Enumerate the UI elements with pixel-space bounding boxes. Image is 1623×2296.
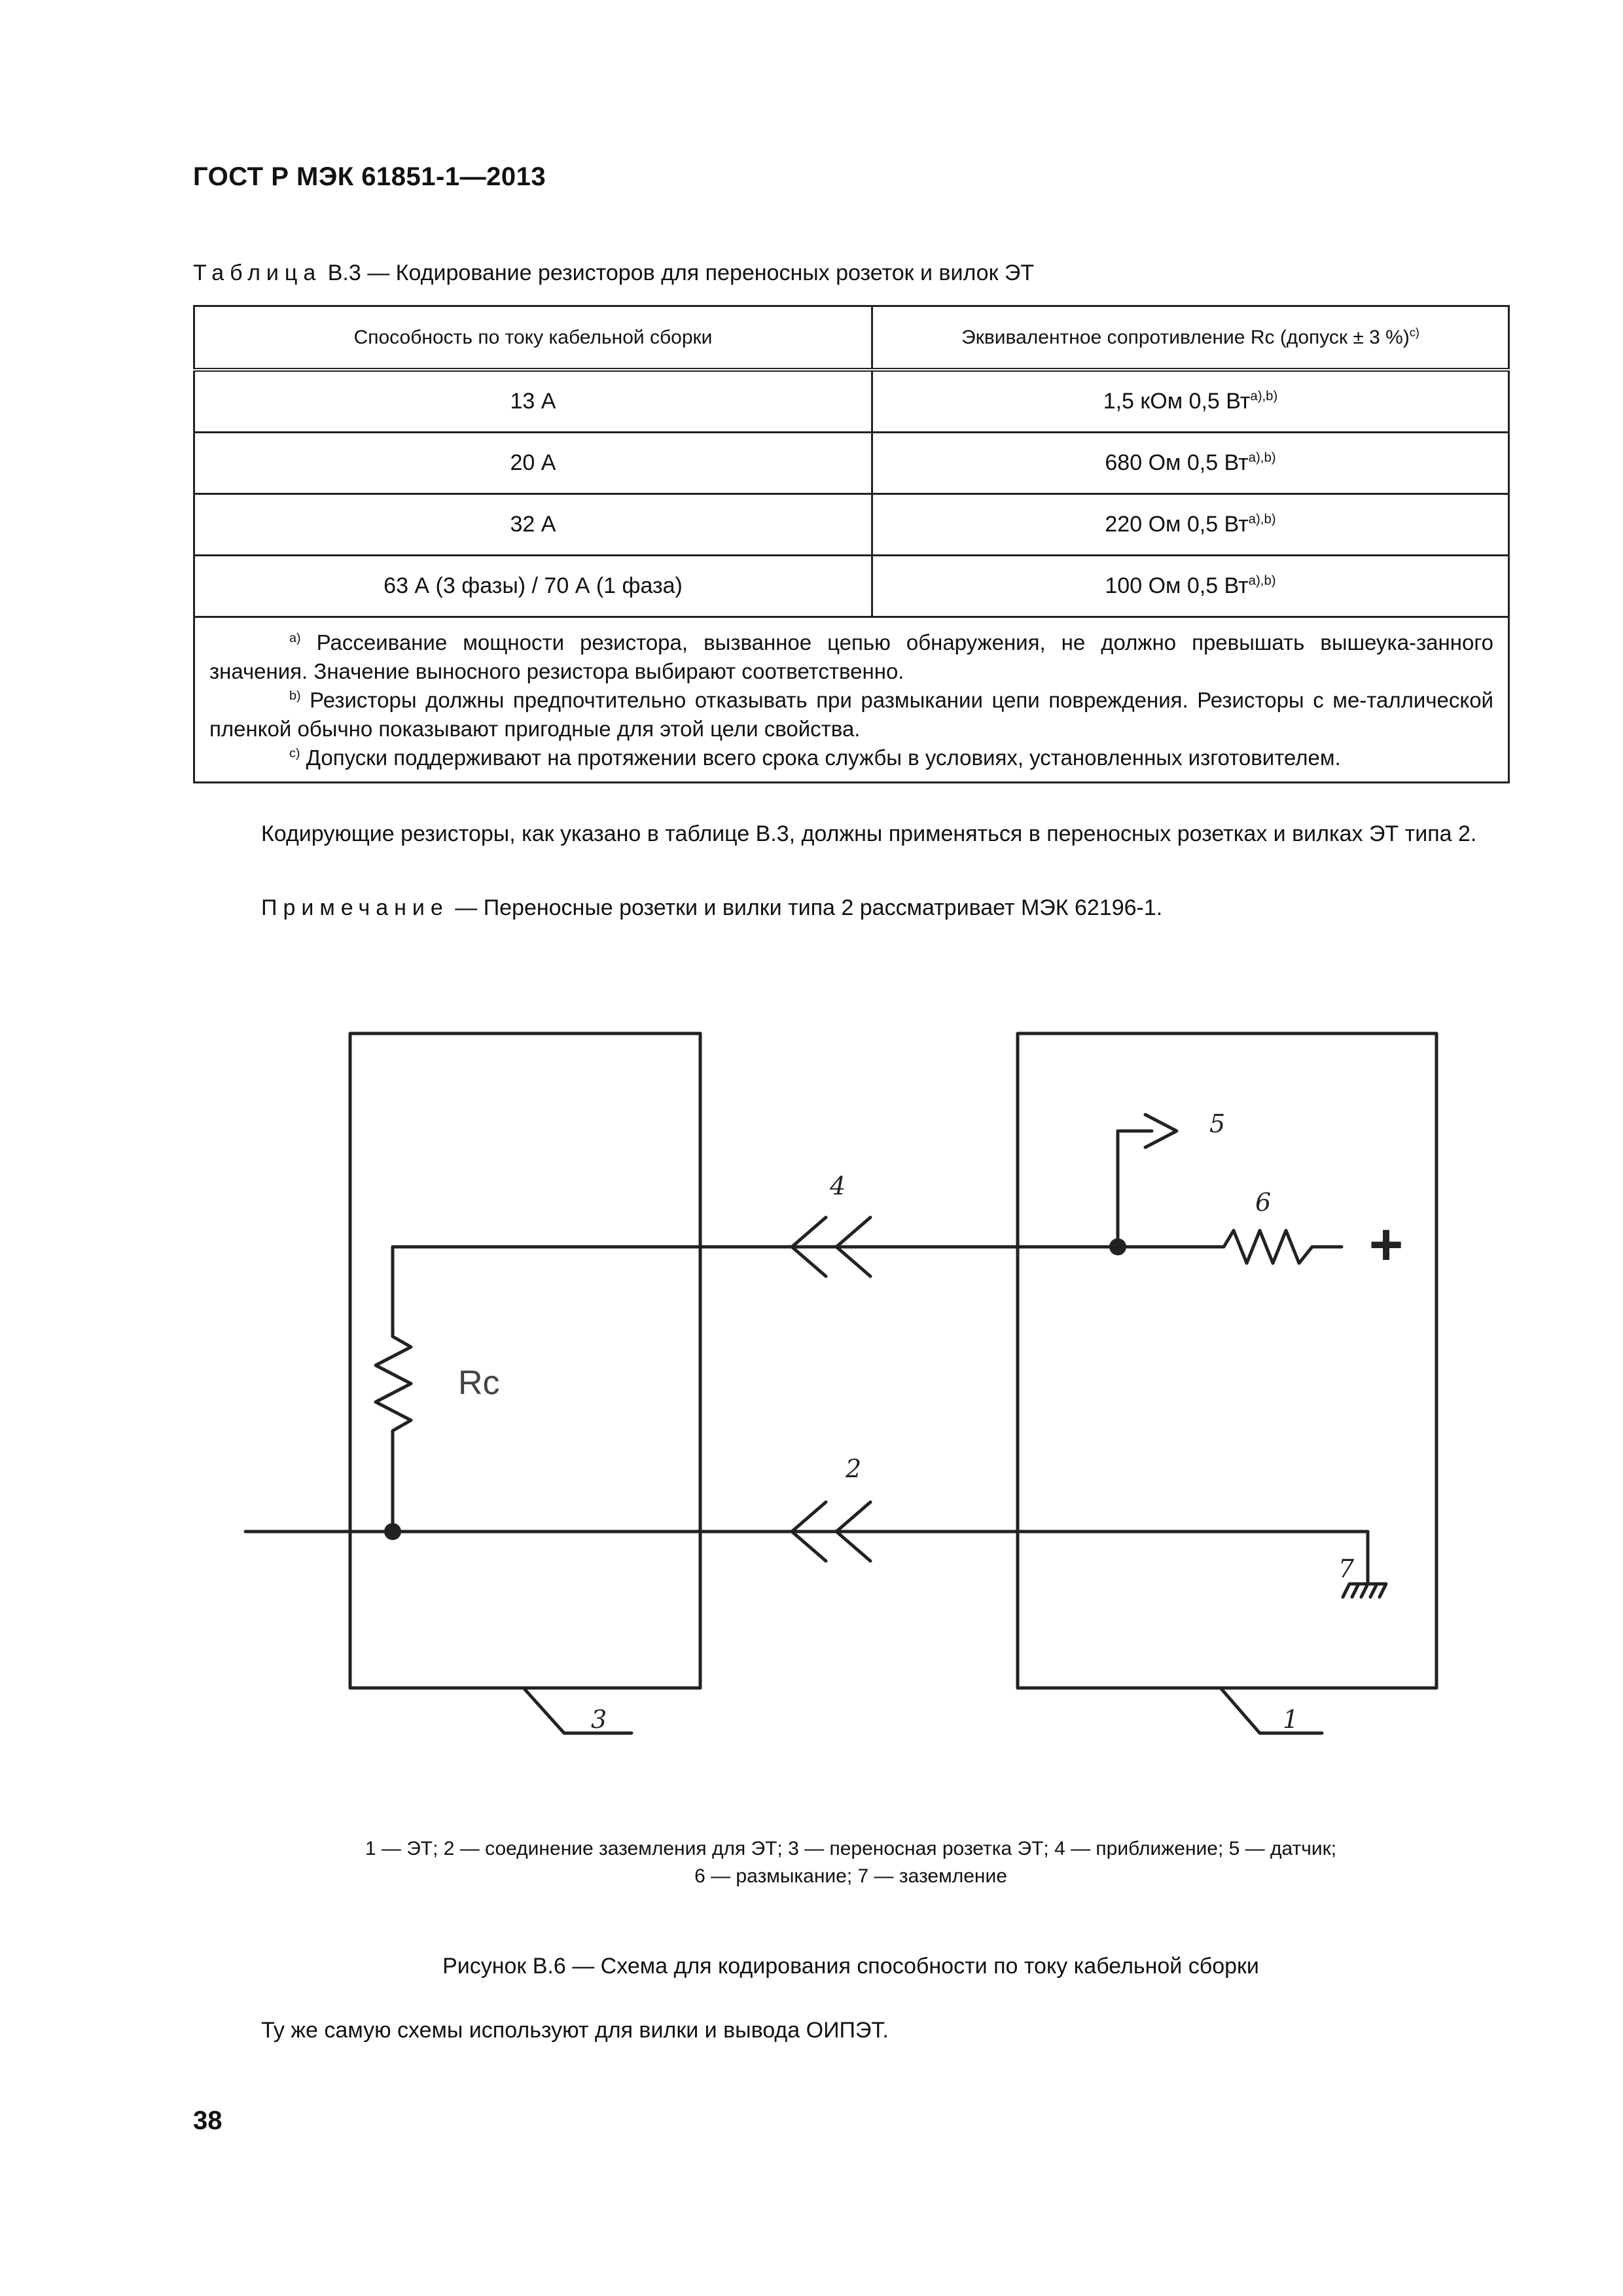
column-header-current: Способность по току кабельной сборки	[194, 306, 872, 370]
figure-legend	[193, 1835, 1508, 1890]
opening-resistor	[1118, 1230, 1342, 1263]
footnote-b: $^{b)}$ Резисторы должны предпочтительно отказывать при размыкании цепи повреждения. Резисторы с ме-таллической пленкой обычно показывают пригодные для этой цели свойства.	[209, 688, 1493, 741]
cell-current: 63 А (3 фазы) / 70 А (1 фаза)	[194, 556, 872, 617]
callout-6: 6	[1255, 1188, 1272, 1217]
sensor-symbol	[1118, 1115, 1177, 1247]
callout-3: 3	[591, 1705, 607, 1734]
footnote-c: $^{c)}$ Допуски поддерживают на протяжении всего срока службы в условиях, установленных изготовителем.	[289, 745, 1341, 770]
legend-line: 1 — ЭТ; 2 — соединение заземления для ЭТ; 3 — переносная розетка ЭТ; 4 — приближение; 5 — датчик;	[365, 1838, 1337, 1859]
rc-label: Rc	[458, 1364, 500, 1402]
leader-1	[1221, 1688, 1322, 1733]
callout-2: 2	[846, 1454, 862, 1483]
junction-dot	[1109, 1238, 1126, 1255]
page-number: 38	[193, 2106, 223, 2135]
after-figure-paragraph: Ту же самую схемы используют для вилки и вывода ОИПЭТ.	[261, 2018, 889, 2043]
plus-terminal: +	[1368, 1212, 1404, 1278]
ground-icon	[1343, 1584, 1386, 1597]
cell-current: 13 А	[194, 370, 872, 433]
column-header-resistance: Эквивалентное сопротивление Rc (допуск ± 3 %)$^{c)}$	[872, 306, 1509, 370]
rc-resistor	[376, 1247, 411, 1532]
socket-box	[350, 1033, 700, 1688]
callout-5: 5	[1209, 1109, 1226, 1138]
junction-dot	[384, 1523, 401, 1540]
cell-resistance: 220 Ом 0,5 $Вт^{a),b)}$	[872, 494, 1509, 556]
document-header: ГОСТ Р МЭК 61851-1—2013	[193, 162, 546, 191]
callout-7: 7	[1338, 1554, 1355, 1583]
callout-4: 4	[830, 1172, 846, 1200]
note-label: Примечание	[261, 895, 449, 920]
footnote-a: $^{a)}$ Рассеивание мощности резистора, вызванное цепью обнаружения, не должно превышать вышеука-занного значения. Значение выносного резистора выбирают соответственно.	[209, 630, 1493, 683]
cell-current: 32 А	[194, 494, 872, 556]
legend-line: 6 — размыкание; 7 — заземление	[694, 1865, 1007, 1887]
table-caption-prefix: Таблица	[193, 260, 322, 285]
cell-current: 20 А	[194, 433, 872, 494]
leader-3	[524, 1688, 632, 1733]
cell-resistance: 1,5 кОм 0,5 $Вт^{a),b)}$	[872, 370, 1509, 433]
cell-resistance: 680 Ом 0,5 $Вт^{a),b)}$	[872, 433, 1509, 494]
body-paragraph: Кодирующие резисторы, как указано в таблице В.3, должны применяться в переносных розетках и вилках ЭТ типа 2.	[261, 821, 1477, 846]
table-caption-title: В.3 — Кодирование резисторов для переносных розеток и вилок ЭТ	[321, 260, 1035, 285]
callout-1: 1	[1283, 1705, 1299, 1734]
ground-wire	[245, 1532, 1368, 1584]
figure-caption: Рисунок В.6 — Схема для кодирования способности по току кабельной сборки	[442, 1954, 1259, 1979]
note-text: — Переносные розетки и вилки типа 2 рассматривает МЭК 62196-1.	[448, 895, 1163, 920]
cell-resistance: 100 Ом 0,5 $Вт^{a),b)}$	[872, 556, 1509, 617]
